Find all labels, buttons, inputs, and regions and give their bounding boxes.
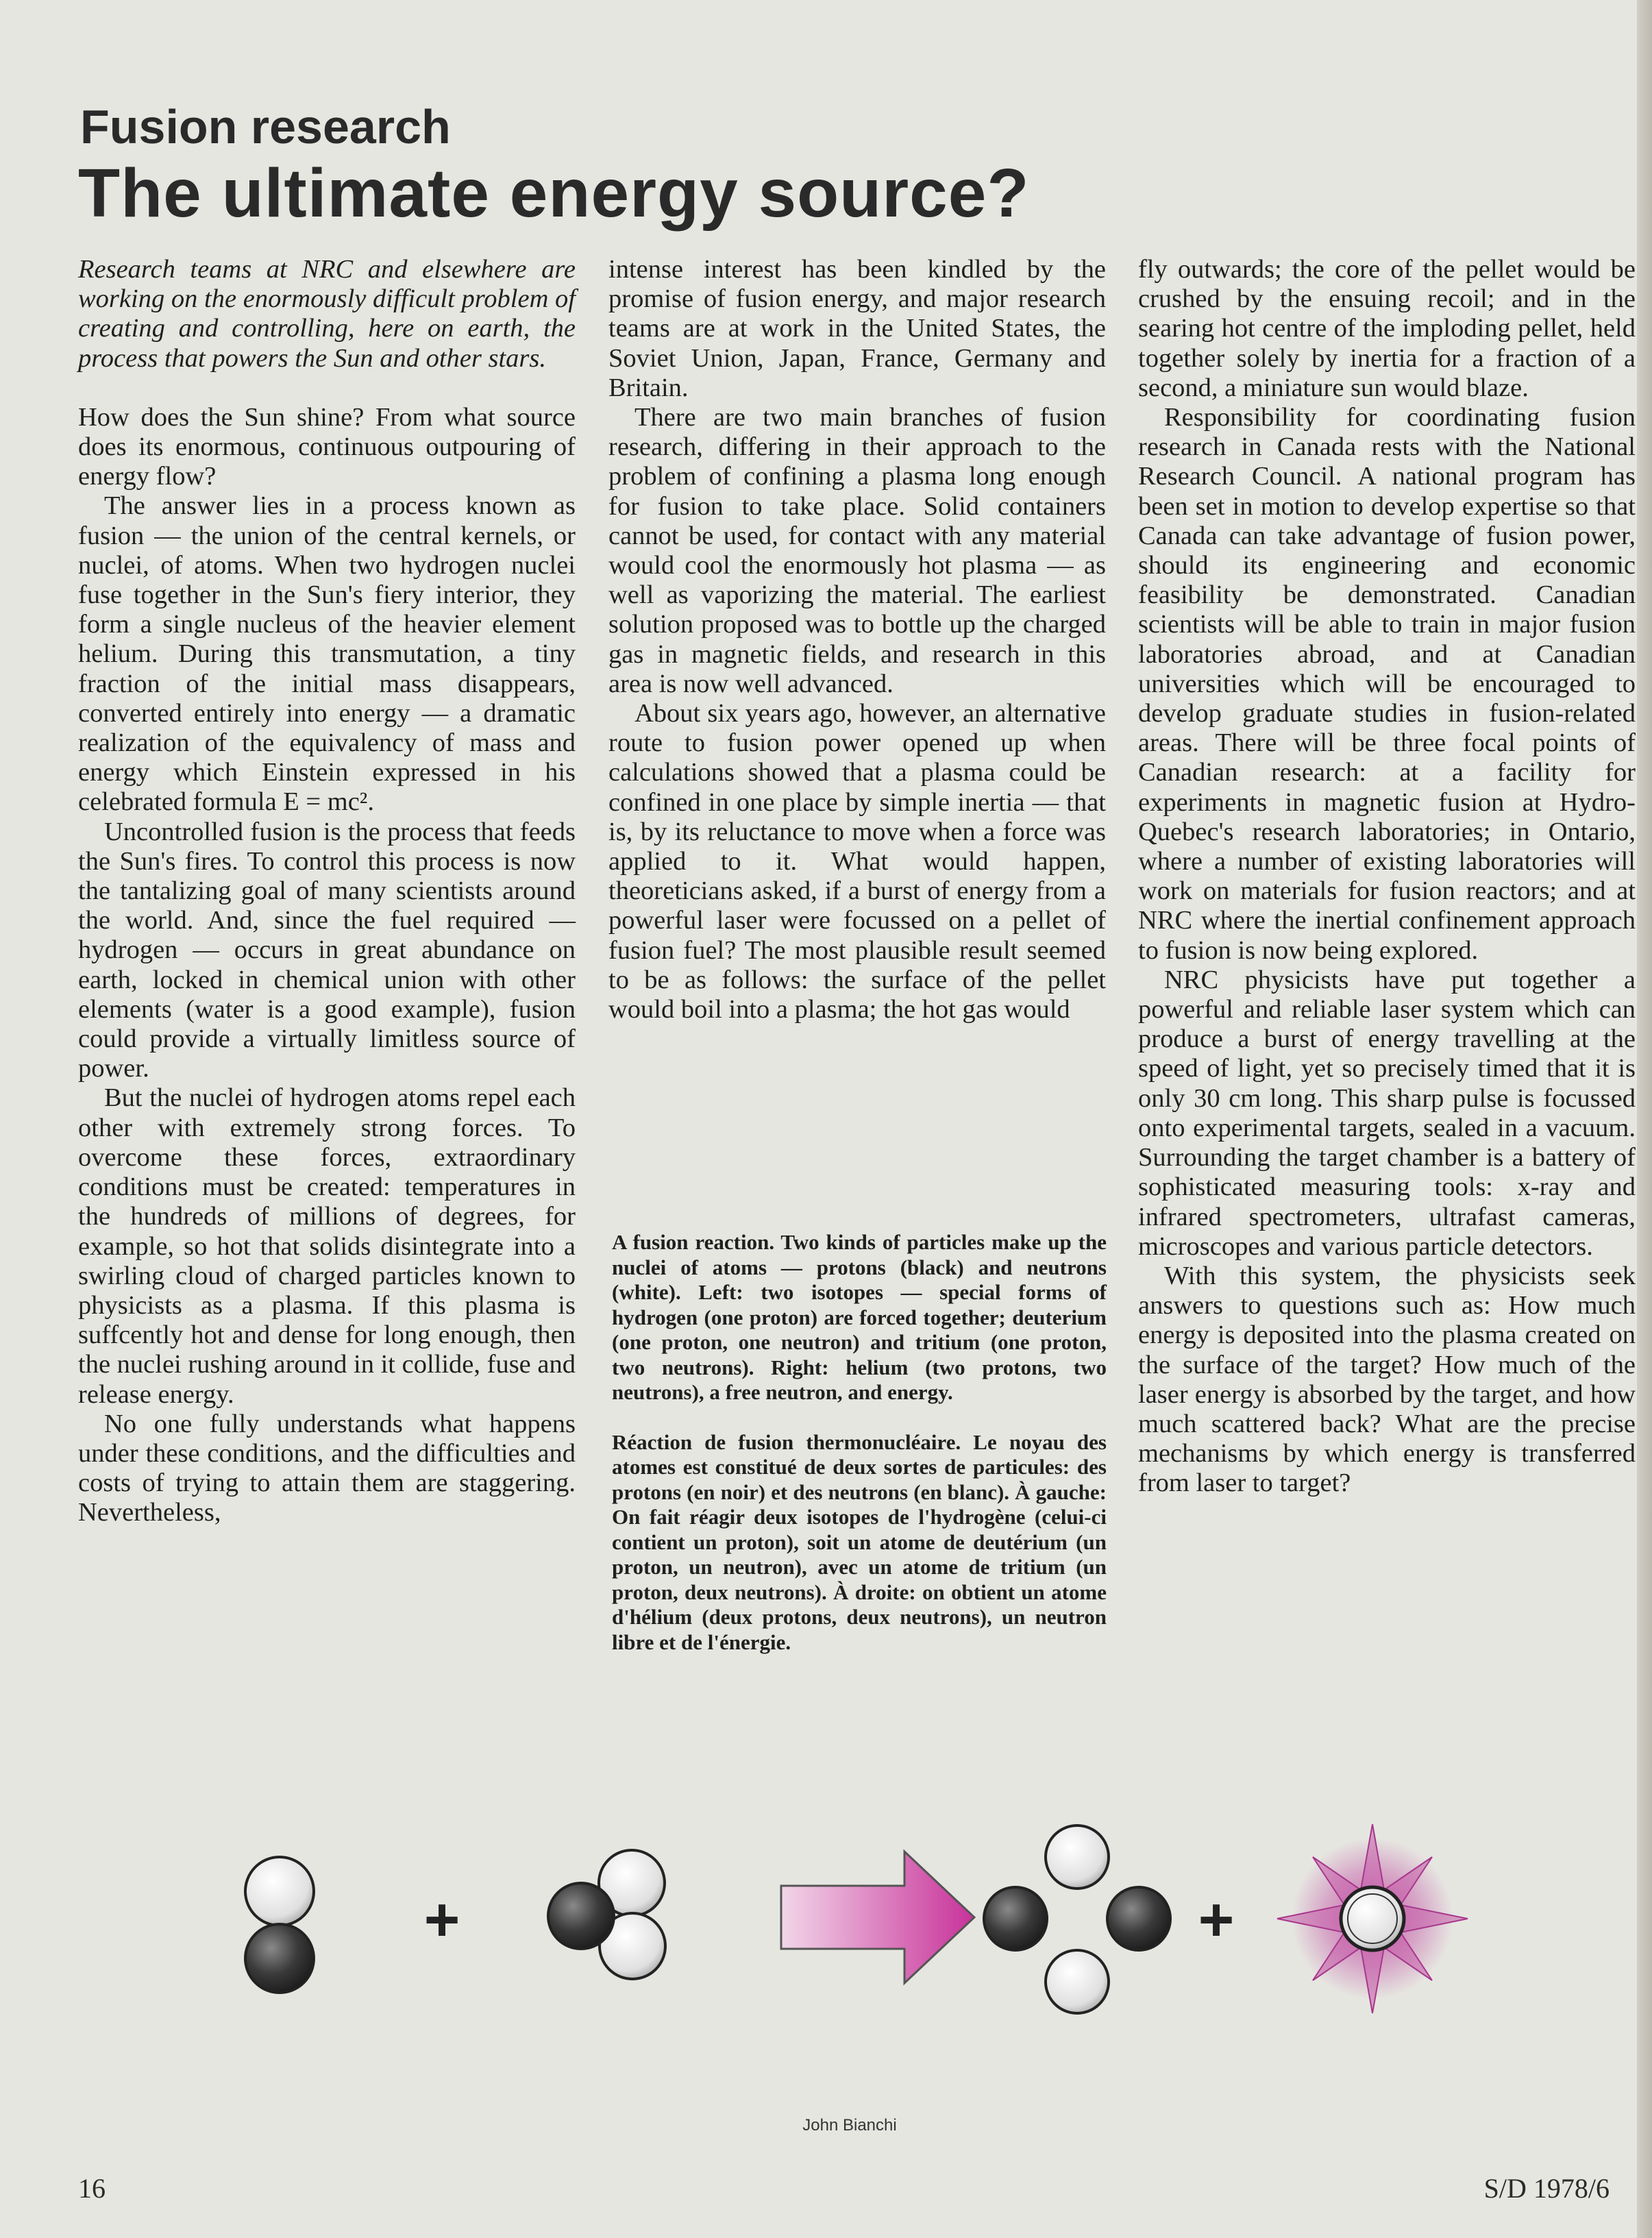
article-paragraph: fly outwards; the core of the pellet would be crushed by the ensuing recoil; and in the searing hot centre of the imploding pellet, held together solely by inertia for a fraction of a second, a miniature sun would blaze.: [1138, 255, 1636, 402]
tritium-nucleus: [548, 1850, 665, 1979]
proton-particle: [548, 1883, 614, 1949]
article-deck: Research teams at NRC and elsewhere are working on the enormously difficult problem of creating and controlling, here on earth, the process that powers the Sun and other stars.: [78, 255, 576, 373]
article-column-1: [78, 255, 576, 1528]
plus-sign: +: [1198, 1886, 1235, 1954]
article-paragraph: About six years ago, however, an alternative route to fusion power opened up when calculations showed that a plasma could be confined in one place by simple inertia — that is, by its reluctance to move when a force was applied to it. What would happen, theoreticians asked, if a burst of energy from a powerful laser were focussed on a pellet of fusion fuel? The most plausible result seemed to be as follows: the surface of the pellet would boil into a plasma; the hot gas would: [608, 699, 1106, 1024]
deuterium-nucleus: [245, 1857, 314, 1993]
caption-french: Réaction de fusion thermonucléaire. Le noyau des atomes est constitué de deux sortes de particules: des protons (en noir) et des neutrons (en blanc). À gauche: On fait réagir deux isotopes de l'hydrogène (celui-ci contient un proton), soit un atome de deutérium (un proton, un neutron), avec un atome de tritium (un proton, deux neutrons). À droite: on obtient un atome d'hélium (deux protons, deux neutrons), un neutron libre et de l'énergie.: [612, 1429, 1107, 1654]
neutron-particle: [1341, 1887, 1404, 1950]
section-kicker: Fusion research: [80, 100, 451, 153]
article-column-2: [608, 255, 1106, 1024]
article-paragraph: NRC physicists have put together a powerful and reliable laser system which can produce a burst of energy travelling at the speed of light, yet so precisely timed that it is only 30 cm long. This sharp pulse is focussed onto experimental targets, sealed in a vacuum. Surrounding the target chamber is a battery of sophisticated measuring tools: x-ray and infrared spectrometers, ultrafast cameras, microscopes and various particle detectors.: [1138, 965, 1636, 1261]
free-neutron-with-energy: [1277, 1824, 1468, 2013]
helium-nucleus: [984, 1825, 1170, 2013]
article-paragraph: Responsibility for coordinating fusion research in Canada rests with the National Research Council. A national program has been set in motion to develop expertise so that Canada can take advantage of fusion power, should its engineering and economic feasibility be demonstrated. Canadian scientists will be able to train in major fusion laboratories abroad, and at Canadian universities which will be encouraged to develop graduate studies in fusion-related areas. There will be three focal points of Canadian research: at a facility for experiments in magnetic fusion at Hydro-Quebec's research laboratories; in Ontario, where a number of existing laboratories will work on materials for fusion reactors; and at NRC where the inertial confinement approach to fusion is now being explored.: [1138, 403, 1636, 965]
caption-english: A fusion reaction. Two kinds of particles make up the nuclei of atoms — protons (black) and neutrons (white). Left: two isotopes — special forms of hydrogen (one proton) are forced together; deuterium (one proton, one neutron) and tritium (one proton, two neutrons). Right: helium (two protons, two neutrons), a free neutron, and energy.: [612, 1230, 1107, 1404]
reaction-arrow: [781, 1852, 974, 1983]
article-paragraph: There are two main branches of fusion research, differing in their approach to the problem of confining a plasma long enough for fusion to take place. Solid containers cannot be used, for contact with any material would cool the enormously hot plasma — as well as vaporizing the material. The earliest solution proposed was to bottle up the charged gas in magnetic fields, and research in this area is now well advanced.: [608, 403, 1106, 698]
article-paragraph: But the nuclei of hydrogen atoms repel each other with extremely strong forces. To overcome these forces, extraordinary conditions must be created: temperatures in the hundreds of millions of degrees, for example, so hot that solids disintegrate into a swirling cloud of charged particles known to physicists as a plasma. If this plasma is suffcently hot and dense for long enough, then the nuclei rushing around in it collide, fuse and release energy.: [78, 1083, 576, 1409]
article-paragraph: Uncontrolled fusion is the process that feeds the Sun's fires. To control this process is now the tantalizing goal of many scientists around the world. And, since the fuel required — hydrogen — occurs in great abundance on earth, locked in chemical union with other elements (water is a good example), fusion could provide a virtually limitless source of power.: [78, 817, 576, 1083]
proton-particle: [1107, 1887, 1170, 1950]
article-paragraph: How does the Sun shine? From what source does its enormous, continuous outpouring of energy flow?: [78, 402, 576, 491]
figure-caption: [612, 1230, 1107, 1680]
issue-label: S/D 1978/6: [1483, 2173, 1610, 2204]
article-paragraph: With this system, the physicists seek answers to questions such as: How much energy is deposited into the plasma created on the surface of the target? How much of the laser energy is absorbed by the target, and how much scattered back? What are the precise mechanisms by which energy is transferred from laser to target?: [1138, 1261, 1636, 1498]
proton-particle: [984, 1887, 1047, 1950]
illustration-credit: John Bianchi: [802, 2116, 897, 2135]
article-paragraph: No one fully understands what happens under these conditions, and the difficulties and costs of trying to attain them are staggering. Nevertheless,: [78, 1409, 576, 1527]
neutron-particle: [1046, 1825, 1109, 1889]
page-edge-shadow: [1637, 0, 1652, 2238]
article-paragraph: intense interest has been kindled by the promise of fusion energy, and major research teams are at work in the United States, the Soviet Union, Japan, France, Germany and Britain.: [608, 255, 1106, 402]
neutron-particle: [1046, 1950, 1109, 2013]
page-number: 16: [78, 2173, 106, 2204]
article-paragraph: The answer lies in a process known as fusion — the union of the central kernels, or nuclei, of atoms. When two hydrogen nuclei fuse together in the Sun's fiery interior, they form a single nucleus of the heavier element helium. During this transmutation, a tiny fraction of the initial mass disappears, converted entirely into energy — a dramatic realization of the equivalency of mass and energy which Einstein expressed in his celebrated formula E = mc².: [78, 491, 576, 817]
article-column-3: [1138, 255, 1636, 1499]
fusion-reaction-diagram: [219, 1809, 1507, 2042]
proton-particle: [245, 1924, 314, 1993]
neutron-particle: [245, 1857, 314, 1926]
article-title: The ultimate energy source?: [78, 155, 1030, 232]
plus-sign: +: [423, 1886, 460, 1954]
